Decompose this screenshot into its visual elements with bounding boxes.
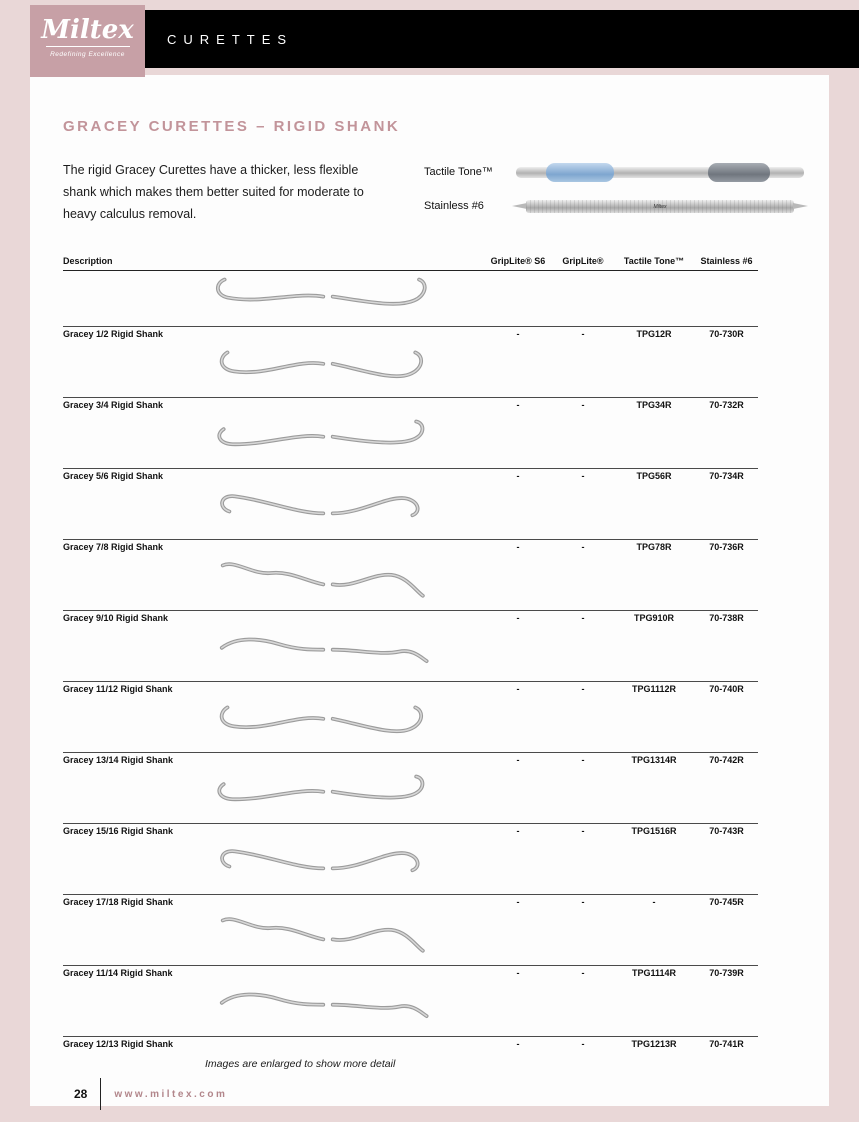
row-tactile-tone: TPG78R (636, 542, 672, 552)
row-stainless: 70-740R (709, 684, 744, 694)
instrument-photo (63, 910, 758, 965)
row-tactile-tone: TPG910R (633, 613, 675, 623)
brand-logo (30, 5, 145, 77)
product-row (63, 697, 758, 768)
product-row (63, 342, 758, 413)
row-tactile-tone: - (652, 897, 656, 907)
product-row (63, 626, 758, 697)
row-griplite: - (581, 542, 585, 552)
product-row (63, 910, 758, 981)
handle-logo-text: Miltex (653, 203, 667, 210)
brand-tagline: Redefining Excellence (50, 51, 125, 58)
product-row (63, 484, 758, 555)
table-row (63, 397, 758, 413)
header-bar (145, 10, 859, 68)
page-footer (74, 1078, 227, 1110)
row-griplite: - (581, 400, 585, 410)
intro-text: The rigid Gracey Curettes have a thicker, less flexible shank which makes them better suited for moderate to heavy calculus removal. (63, 163, 364, 221)
tactile-tone-label: Tactile Tone™ (424, 166, 493, 178)
product-row (63, 271, 758, 342)
row-griplite-s6: - (516, 826, 520, 836)
row-description: Gracey 11/12 Rigid Shank (63, 684, 173, 694)
row-stainless: 70-743R (709, 826, 744, 836)
logo-underline (46, 46, 130, 47)
col-stainless: Stainless #6 (700, 256, 753, 266)
row-griplite-s6: - (516, 968, 520, 978)
row-tactile-tone: TPG1314R (631, 755, 677, 765)
stainless-sample (424, 189, 808, 223)
instrument-photo (63, 484, 758, 539)
row-stainless: 70-739R (709, 968, 744, 978)
handle-gray-grip (708, 163, 770, 182)
row-description: Gracey 13/14 Rigid Shank (63, 755, 174, 765)
table-row (63, 965, 758, 981)
product-row (63, 413, 758, 484)
table-row (63, 681, 758, 697)
table-row (63, 1036, 758, 1052)
stainless-label: Stainless #6 (424, 200, 484, 212)
handle-right-tip (793, 203, 808, 209)
handle-shaft (526, 200, 794, 213)
table-row (63, 326, 758, 342)
row-griplite: - (581, 968, 585, 978)
row-griplite-s6: - (516, 897, 520, 907)
page-number: 28 (74, 1087, 88, 1101)
row-stainless: 70-734R (709, 471, 744, 481)
col-description: Description (63, 256, 113, 266)
row-griplite-s6: - (516, 1039, 520, 1049)
header-title: CURETTES (167, 31, 294, 47)
row-tactile-tone: TPG56R (636, 471, 672, 481)
row-griplite: - (581, 897, 585, 907)
row-griplite-s6: - (516, 684, 520, 694)
row-tactile-tone: TPG12R (636, 329, 672, 339)
row-tactile-tone: TPG1114R (631, 968, 677, 978)
instrument-photo (63, 768, 758, 823)
row-griplite-s6: - (516, 755, 520, 765)
table-row (63, 468, 758, 484)
table-header (63, 256, 758, 271)
col-tactile-tone: Tactile Tone™ (623, 256, 685, 266)
row-stainless: 70-732R (709, 400, 744, 410)
product-row (63, 555, 758, 626)
product-row (63, 839, 758, 910)
row-griplite: - (581, 613, 585, 623)
instrument-photo (63, 413, 758, 468)
page-title: GRACEY CURETTES – RIGID SHANK (63, 118, 401, 135)
table-row (63, 894, 758, 910)
row-stainless: 70-736R (709, 542, 744, 552)
table-row (63, 823, 758, 839)
handle-samples (424, 155, 808, 223)
stainless-handle-image (512, 193, 808, 219)
row-tactile-tone: TPG1516R (631, 826, 677, 836)
row-stainless: 70-742R (709, 755, 744, 765)
row-description: Gracey 1/2 Rigid Shank (63, 329, 164, 339)
row-griplite: - (581, 755, 585, 765)
handle-blue-grip (546, 163, 614, 182)
row-description: Gracey 7/8 Rigid Shank (63, 542, 164, 552)
product-row (63, 768, 758, 839)
instrument-photo (63, 697, 758, 752)
table-row (63, 752, 758, 768)
row-griplite-s6: - (516, 471, 520, 481)
handle-left-tip (512, 203, 527, 209)
row-tactile-tone: TPG1213R (631, 1039, 677, 1049)
row-griplite: - (581, 826, 585, 836)
tactile-tone-sample (424, 155, 808, 189)
row-griplite-s6: - (516, 542, 520, 552)
row-griplite: - (581, 329, 585, 339)
row-description: Gracey 15/16 Rigid Shank (63, 826, 174, 836)
row-griplite: - (581, 471, 585, 481)
row-description: Gracey 12/13 Rigid Shank (63, 1039, 174, 1049)
row-stainless: 70-745R (709, 897, 744, 907)
table-body (63, 271, 758, 1052)
row-stainless: 70-730R (709, 329, 744, 339)
row-description: Gracey 3/4 Rigid Shank (63, 400, 164, 410)
row-griplite-s6: - (516, 613, 520, 623)
tactile-tone-handle-image (512, 159, 808, 185)
col-griplite: GripLite® (562, 256, 604, 266)
row-stainless: 70-738R (709, 613, 744, 623)
instrument-photo (63, 271, 758, 326)
instrument-photo (63, 839, 758, 894)
row-tactile-tone: TPG1112R (631, 684, 677, 694)
footer-divider (100, 1078, 101, 1110)
row-griplite: - (581, 684, 585, 694)
row-griplite-s6: - (516, 400, 520, 410)
table-row (63, 539, 758, 555)
brand-logo-text: Miltex (41, 15, 134, 45)
enlargement-note: Images are enlarged to show more detail (205, 1058, 396, 1070)
instrument-photo (63, 342, 758, 397)
instrument-photo (63, 626, 758, 681)
website-link[interactable]: www.miltex.com (114, 1088, 228, 1100)
col-griplite-s6: GripLite® S6 (490, 256, 546, 266)
row-griplite-s6: - (516, 329, 520, 339)
instrument-photo (63, 981, 758, 1036)
row-description: Gracey 11/14 Rigid Shank (63, 968, 173, 978)
product-row (63, 981, 758, 1052)
row-description: Gracey 9/10 Rigid Shank (63, 613, 169, 623)
row-description: Gracey 17/18 Rigid Shank (63, 897, 174, 907)
row-stainless: 70-741R (709, 1039, 744, 1049)
row-tactile-tone: TPG34R (636, 400, 672, 410)
row-griplite: - (581, 1039, 585, 1049)
instrument-photo (63, 555, 758, 610)
table-row (63, 610, 758, 626)
row-description: Gracey 5/6 Rigid Shank (63, 471, 164, 481)
product-table (63, 256, 758, 1052)
